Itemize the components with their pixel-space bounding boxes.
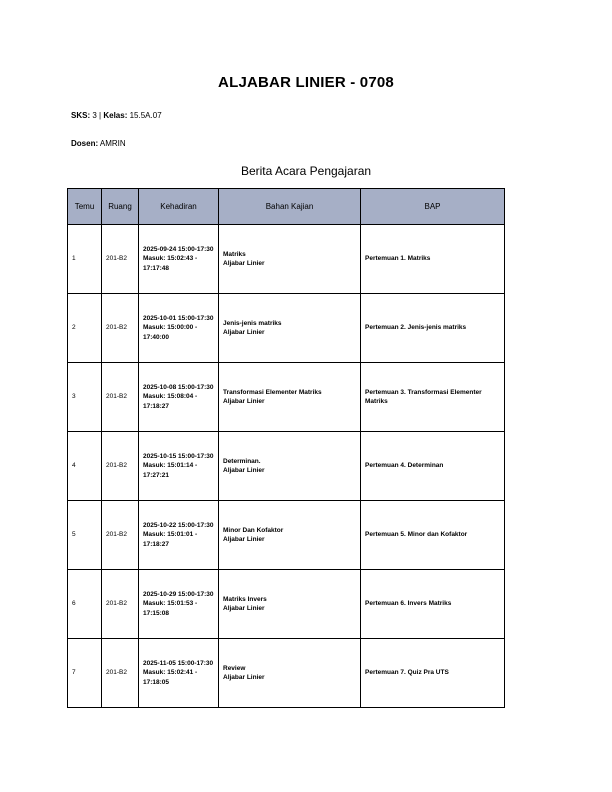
- bahan-topic: Minor Dan Kofaktor: [223, 526, 284, 534]
- header-kehadiran: Kehadiran: [139, 189, 219, 225]
- bahan-course: Aljabar Linier: [223, 398, 265, 405]
- cell-ruang: 201-B2: [102, 294, 139, 363]
- table-row: [68, 294, 505, 363]
- header-bap: BAP: [361, 189, 505, 225]
- cell-kehadiran: 2025-10-01 15:00-17:30 Masuk: 15:00:00 - 17:40:00: [139, 294, 219, 363]
- cell-bap: Pertemuan 2. Jenis-jenis matriks: [361, 294, 505, 363]
- cell-bahan-kajian: [219, 639, 361, 708]
- table-row: [68, 432, 505, 501]
- cell-kehadiran: 2025-10-08 15:00-17:30 Masuk: 15:08:04 - 17:18:27: [139, 363, 219, 432]
- cell-temu: 3: [68, 363, 102, 432]
- sks-value: 3: [92, 111, 97, 120]
- header-ruang: Ruang: [102, 189, 139, 225]
- cell-bap: Pertemuan 1. Matriks: [361, 225, 505, 294]
- kelas-label: Kelas:: [103, 111, 128, 120]
- dosen-value: AMRIN: [99, 139, 126, 148]
- cell-kehadiran: 2025-10-22 15:00-17:30 Masuk: 15:01:01 - 17:18:27: [139, 501, 219, 570]
- teaching-log-table: [67, 188, 505, 708]
- header-bahan-kajian: Bahan Kajian: [219, 189, 361, 225]
- course-info: [71, 111, 162, 120]
- bahan-course: Aljabar Linier: [223, 536, 265, 543]
- cell-temu: 6: [68, 570, 102, 639]
- cell-bahan-kajian: [219, 363, 361, 432]
- lecturer-info: [71, 139, 126, 148]
- cell-ruang: 201-B2: [102, 570, 139, 639]
- header-temu: Temu: [68, 189, 102, 225]
- cell-temu: 4: [68, 432, 102, 501]
- cell-ruang: 201-B2: [102, 432, 139, 501]
- bahan-course: Aljabar Linier: [223, 329, 265, 336]
- table-row: [68, 501, 505, 570]
- bahan-course: Aljabar Linier: [223, 674, 265, 681]
- bahan-topic: Review: [223, 664, 246, 672]
- cell-ruang: 201-B2: [102, 501, 139, 570]
- sks-label: SKS:: [71, 111, 91, 120]
- kelas-value: 15.5A.07: [129, 111, 162, 120]
- cell-ruang: 201-B2: [102, 363, 139, 432]
- cell-bahan-kajian: [219, 570, 361, 639]
- table-row: [68, 363, 505, 432]
- cell-temu: 1: [68, 225, 102, 294]
- bahan-topic: Determinan.: [223, 457, 261, 465]
- cell-bahan-kajian: [219, 225, 361, 294]
- table-row: [68, 570, 505, 639]
- cell-bap: Pertemuan 7. Quiz Pra UTS: [361, 639, 505, 708]
- cell-temu: 2: [68, 294, 102, 363]
- table-row: [68, 225, 505, 294]
- bahan-topic: Jenis-jenis matriks: [223, 319, 282, 327]
- cell-ruang: 201-B2: [102, 639, 139, 708]
- cell-kehadiran: 2025-11-05 15:00-17:30 Masuk: 15:02:41 - 17:18:05: [139, 639, 219, 708]
- bahan-topic: Transformasi Elementer Matriks: [223, 388, 322, 396]
- table-header-row: [68, 189, 505, 225]
- table-row: [68, 639, 505, 708]
- cell-temu: 7: [68, 639, 102, 708]
- bahan-topic: Matriks: [223, 250, 246, 258]
- cell-bap: Pertemuan 3. Transformasi Elementer Matriks: [361, 363, 505, 432]
- section-title: Berita Acara Pengajaran: [240, 164, 372, 178]
- bahan-topic: Matriks Invers: [223, 595, 267, 603]
- cell-bahan-kajian: [219, 501, 361, 570]
- page-title: ALJABAR LINIER - 0708: [218, 74, 394, 91]
- cell-bap: Pertemuan 5. Minor dan Kofaktor: [361, 501, 505, 570]
- separator: |: [99, 111, 102, 120]
- cell-kehadiran: 2025-09-24 15:00-17:30 Masuk: 15:02:43 - 17:17:48: [139, 225, 219, 294]
- cell-bap: Pertemuan 4. Determinan: [361, 432, 505, 501]
- cell-bap: Pertemuan 6. Invers Matriks: [361, 570, 505, 639]
- cell-kehadiran: 2025-10-15 15:00-17:30 Masuk: 15:01:14 - 17:27:21: [139, 432, 219, 501]
- cell-temu: 5: [68, 501, 102, 570]
- bahan-course: Aljabar Linier: [223, 467, 265, 474]
- bahan-course: Aljabar Linier: [223, 605, 265, 612]
- cell-kehadiran: 2025-10-29 15:00-17:30 Masuk: 15:01:53 - 17:15:08: [139, 570, 219, 639]
- cell-ruang: 201-B2: [102, 225, 139, 294]
- bahan-course: Aljabar Linier: [223, 260, 265, 267]
- dosen-label: Dosen:: [71, 139, 99, 148]
- cell-bahan-kajian: [219, 294, 361, 363]
- cell-bahan-kajian: [219, 432, 361, 501]
